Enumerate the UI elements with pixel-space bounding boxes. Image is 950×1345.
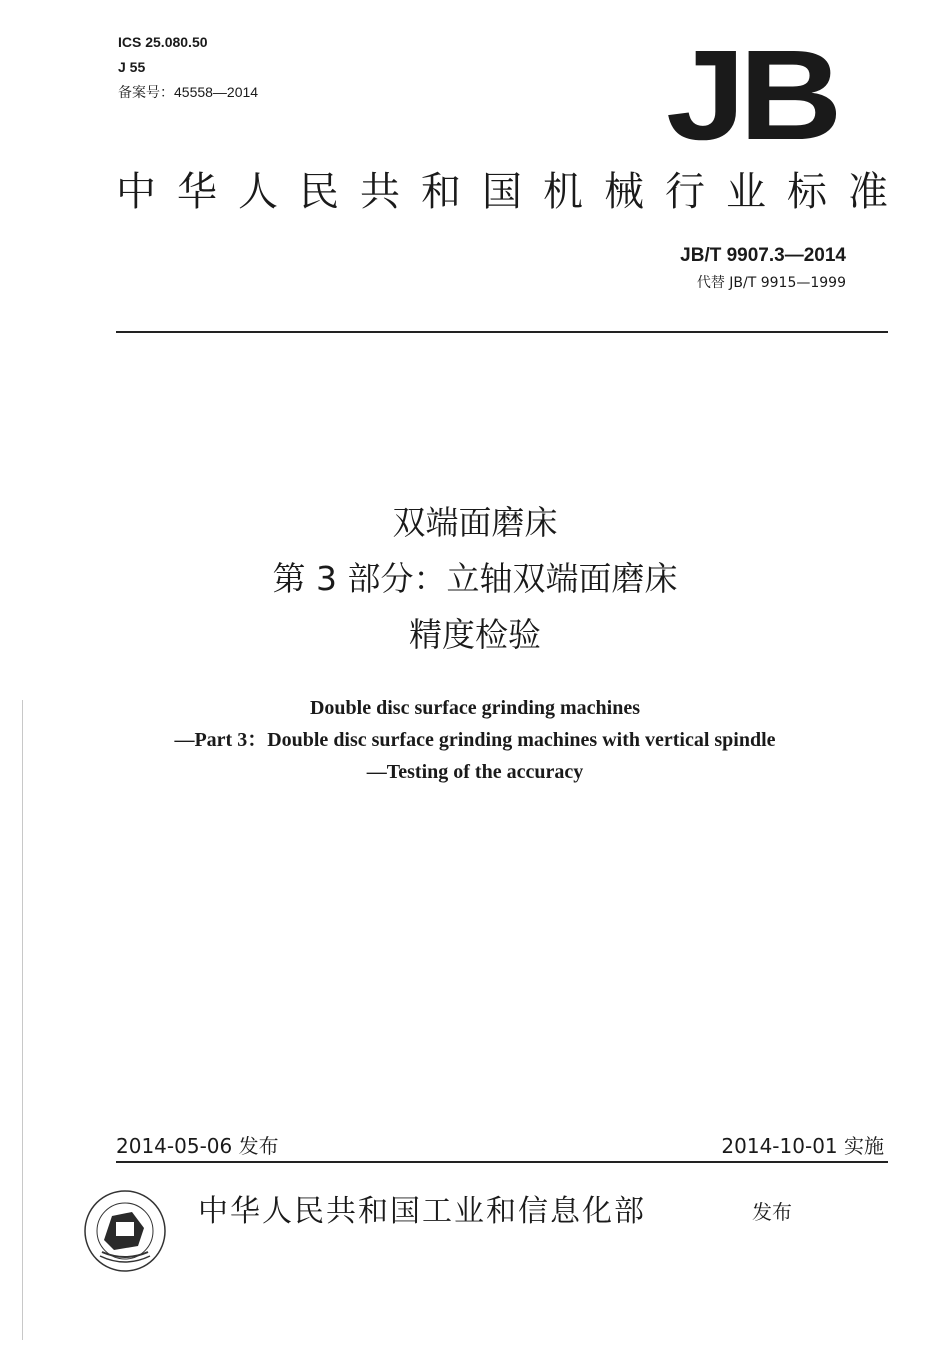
filing-number: 备案号：45558—2014 <box>118 84 259 100</box>
title-en-line1: Double disc surface grinding machines <box>309 697 641 719</box>
title-en-line3: —Testing of the accuracy <box>366 761 584 783</box>
header-divider <box>116 331 888 333</box>
jb-logo: JB <box>666 24 836 167</box>
title-cn-line2: 第 3 部分：立轴双端面磨床 <box>272 559 678 598</box>
ics-code: ICS 25.080.50 <box>118 34 208 50</box>
scan-margin-line <box>22 700 23 1340</box>
standard-number: JB/T 9907.3—2014 <box>680 245 846 266</box>
issue-date: 2014-05-06 发布 <box>116 1134 279 1158</box>
footer-divider <box>116 1161 888 1163</box>
publish-label: 发布 <box>752 1200 792 1224</box>
standard-category-title: 中华人民共和国机械行业标准 <box>116 169 888 215</box>
title-cn-line1: 双端面磨床 <box>392 503 558 542</box>
title-en-line2: —Part 3：Double disc surface grinding machines with vertical spindle <box>174 729 776 751</box>
title-cn-line3: 精度检验 <box>409 615 541 654</box>
effective-date: 2014-10-01 实施 <box>721 1134 884 1158</box>
ccs-code: J 55 <box>118 59 146 75</box>
publisher-name: 中华人民共和国工业和信息化部 <box>198 1194 646 1229</box>
replaces-standard: 代替 JB/T 9915—1999 <box>696 275 846 291</box>
seal-icon <box>82 1188 168 1274</box>
